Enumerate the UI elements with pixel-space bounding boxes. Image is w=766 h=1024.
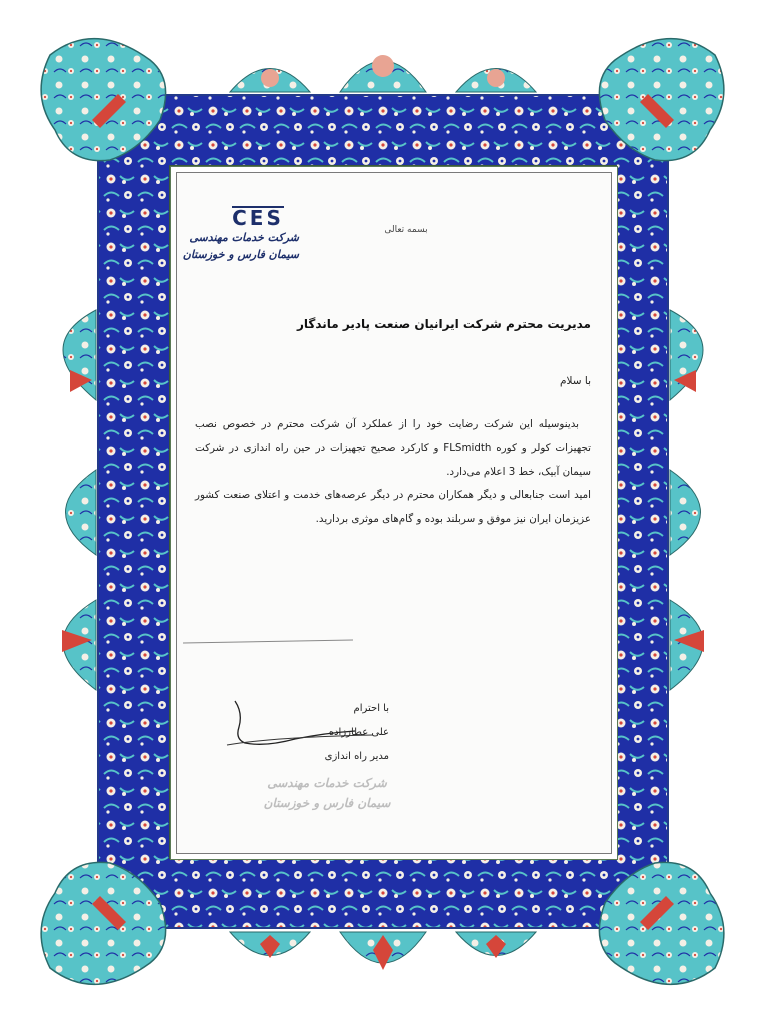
company-name-line2: سیمان فارس و خوزستان: [182, 248, 299, 261]
recipient-line: مدیریت محترم شرکت ایرانیان صنعت پادیر ماندگار: [296, 317, 591, 331]
letter-sheet: [176, 172, 612, 854]
letter-body: [195, 413, 591, 532]
signer-title: مدیر راه اندازی: [324, 751, 389, 762]
body-paragraph-1: بدینوسیله این شرکت رضایت خود را از عملکرد آن شرکت محترم در خصوص نصب تجهیزات کولر و کوره FLSmidth و کارکرد صحیح تجهیزات در حین راه اندازی در شرکت سیمان آبیک، خط 3 اعلام می‌دارد.: [195, 418, 591, 478]
stamp-line-1: شرکت خدمات مهندسی: [267, 776, 387, 790]
company-name-line1: شرکت خدمات مهندسی: [189, 231, 299, 244]
logo-mark: CES: [232, 206, 284, 230]
greeting: با سلام: [559, 375, 591, 387]
closing-regards: با احترام: [353, 703, 389, 714]
closing-block: [289, 697, 389, 769]
body-paragraph-2: امید است جنابعالی و دیگر همکاران محترم در دیگر عرصه‌های خدمت و اعتلای صنعت کشور عزیزمان ایران نیز موفق و سربلند بوده و گام‌های موثری بردارید.: [195, 489, 591, 526]
stamp-line-2: سیمان فارس و خوزستان: [263, 796, 391, 810]
signer-name: علی عطارزاده: [328, 727, 389, 738]
divider-line: [183, 640, 353, 644]
basmala-heading: بسمه تعالی: [384, 225, 428, 235]
company-logo: [182, 206, 299, 263]
company-stamp: [257, 773, 397, 813]
